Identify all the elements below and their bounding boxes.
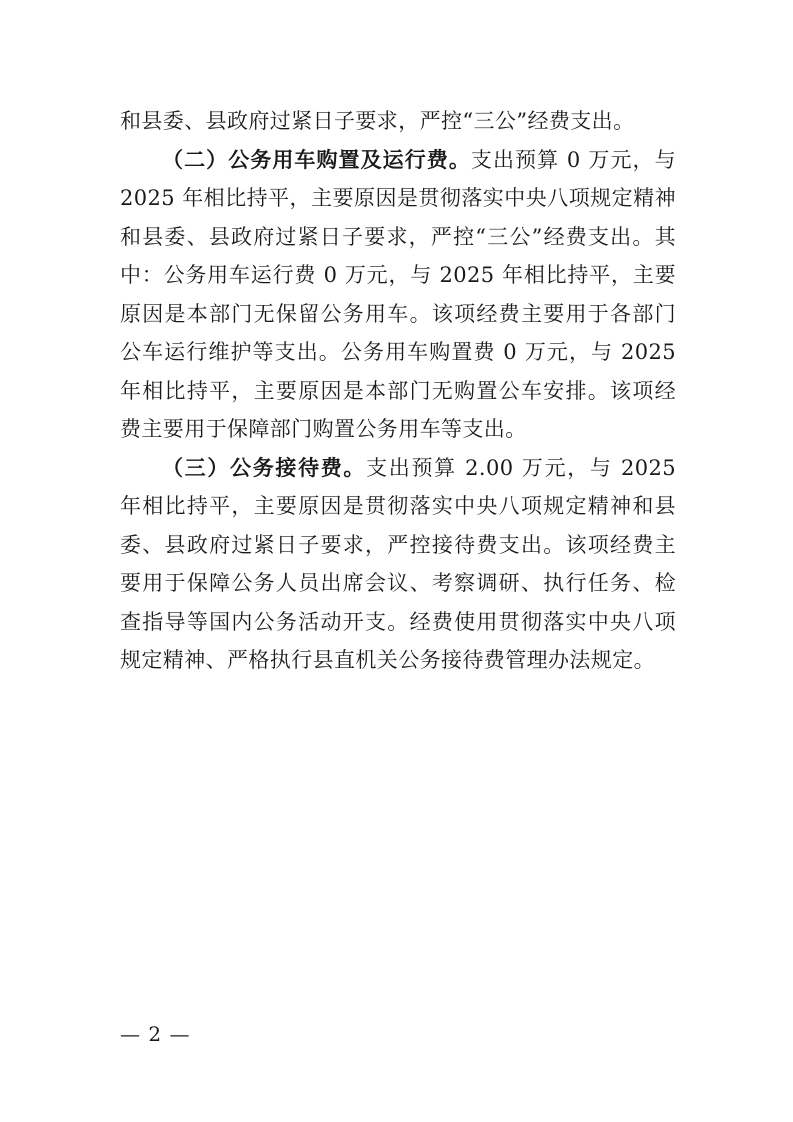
section-body-reception: 支出预算 2.00 万元，与 2025 年相比持平，主要原因是贯彻落实中央八项规定精神和县委、县政府过紧日子要求，严控接待费支出。该项经费主要用于保障公务人员出席会议、考察调研、执行任务、检查指导等国内公务活动开支。经费使用贯彻落实中央八项规定精神、严格执行县直机关公务接待费管理办法规定。	[120, 455, 676, 672]
continuation-paragraph: 和县委、县政府过紧日子要求，严控“三公”经费支出。	[120, 109, 635, 133]
section-vehicle-expenses	[120, 141, 676, 449]
document-body	[120, 102, 676, 680]
section-heading-vehicle: （二）公务用车购置及运行费。	[162, 147, 471, 172]
section-body-vehicle: 支出预算 0 万元，与 2025 年相比持平，主要原因是贯彻落实中央八项规定精神和县委、县政府过紧日子要求，严控“三公”经费支出。其中：公务用车运行费 0 万元，与 2025 年相比持平，主要原因是本部门无保留公务用车。该项经费主要用于各部门公车运行维护等支出。公务用车购置费 0 万元，与 2025 年相比持平，主要原因是本部门无购置公车安排。该项经费主要用于保障部门购置公务用车等支出。	[120, 147, 676, 441]
section-heading-reception: （三）公务接待费。	[162, 455, 367, 480]
page-number: — 2 —	[120, 1022, 191, 1046]
section-reception-expenses	[120, 449, 676, 680]
